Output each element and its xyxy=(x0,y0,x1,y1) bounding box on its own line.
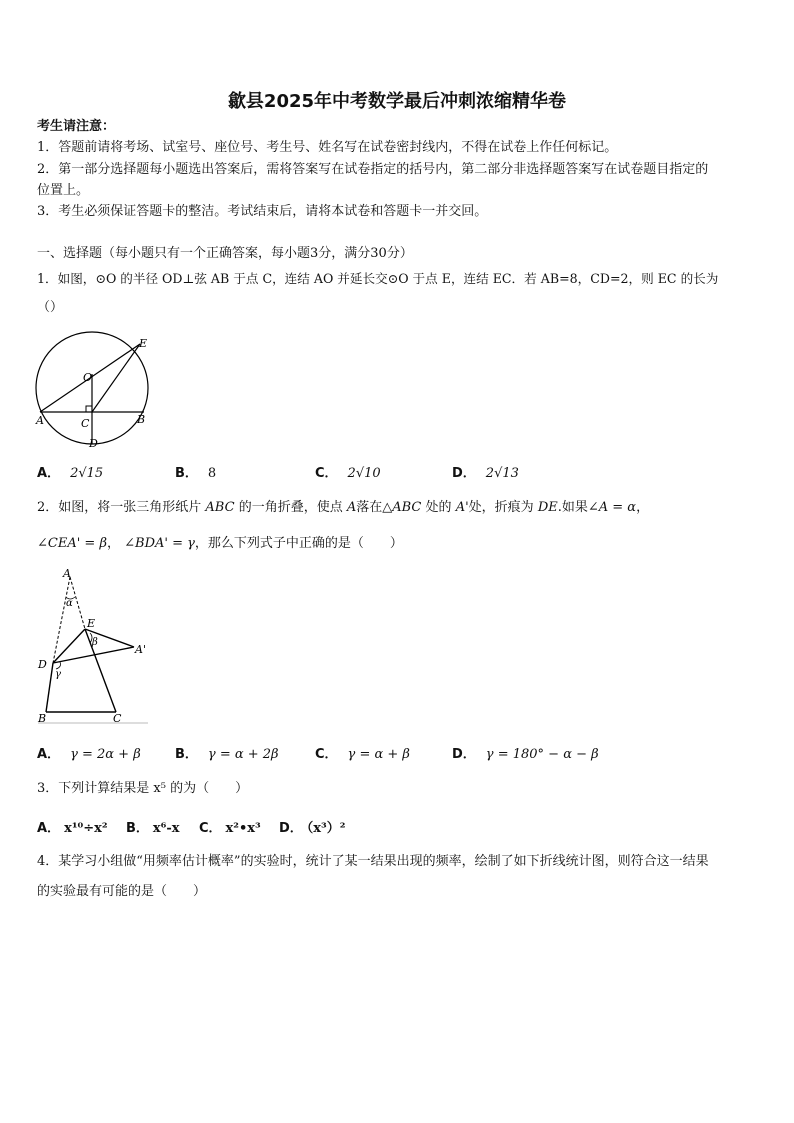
label-b: B xyxy=(137,413,146,426)
text-seg: 处，折痕为 xyxy=(468,500,534,515)
label-a: A xyxy=(63,567,71,580)
notice-item-2: 2．第一部分选择题每小题选出答案后，需将答案写在试卷指定的括号内，第二部分非选择题答案写在试卷题目指定的 xyxy=(37,162,709,177)
option-label: C． xyxy=(315,466,338,481)
gamma-arc xyxy=(56,662,61,669)
label-e: E xyxy=(87,617,96,630)
label-c: C xyxy=(113,712,122,725)
option-text: x¹⁰÷x² xyxy=(64,821,108,836)
option-label: D． xyxy=(279,821,303,836)
math-seg: DE xyxy=(537,500,558,515)
math-seg: ABC xyxy=(205,500,235,515)
option-text: γ = 180° − α − β xyxy=(485,747,599,762)
option-text: （x³）² xyxy=(306,821,346,836)
q2-stem-line2 xyxy=(37,536,403,552)
option-text: x²•x³ xyxy=(225,821,261,836)
notice-item-2-cont: 位置上。 xyxy=(37,183,90,198)
option-text: x⁶-x xyxy=(152,821,180,836)
section-heading: 一、选择题（每小题只有一个正确答案，每小题3分，满分30分） xyxy=(37,246,413,261)
option-label: A． xyxy=(37,466,61,481)
q4-stem-line1: 4．某学习小组做“用频率估计概率”的实验时，统计了某一结果出现的频率，绘制了如下折线统计图，则符合这一结果 xyxy=(37,854,709,869)
option-text: 2√13 xyxy=(485,466,519,481)
math-seg: ABC xyxy=(392,500,422,515)
option-text: 2√15 xyxy=(70,466,104,481)
q3-option-c[interactable] xyxy=(199,817,261,836)
label-o: O xyxy=(83,371,93,384)
label-beta: β xyxy=(92,637,98,648)
option-text: 8 xyxy=(207,466,217,481)
label-e: E xyxy=(139,337,148,350)
text-seg: 2．如图，将一张三角形纸片 xyxy=(37,500,202,515)
q1-option-a[interactable] xyxy=(37,462,103,481)
q2-stem-line1 xyxy=(37,500,649,516)
exam-title: 歙县2025年中考数学最后冲刺浓缩精华卷 xyxy=(227,91,567,112)
q4-stem-line2: 的实验最有可能的是（ ） xyxy=(37,884,207,899)
math-seg: A xyxy=(346,500,357,515)
label-c: C xyxy=(81,417,90,430)
option-text: 2√10 xyxy=(347,466,381,481)
side-ce xyxy=(85,629,116,712)
option-label: C． xyxy=(199,821,222,836)
option-label: A． xyxy=(37,821,61,836)
option-text: γ = α + β xyxy=(347,747,410,762)
q3-option-d[interactable] xyxy=(279,817,345,836)
text-seg: 落在△ xyxy=(356,500,393,515)
right-angle-mark xyxy=(86,406,92,412)
q2-option-c[interactable] xyxy=(315,743,410,762)
label-a: A xyxy=(36,414,44,427)
label-d: D xyxy=(89,437,98,450)
q1-option-c[interactable] xyxy=(315,462,381,481)
q1-circle-figure xyxy=(30,330,160,455)
q2-option-d[interactable] xyxy=(452,743,599,762)
q1-stem-blank: （） xyxy=(37,300,64,315)
label-b: B xyxy=(38,712,47,725)
option-label: D． xyxy=(452,466,476,481)
option-text: γ = 2α + β xyxy=(70,747,141,762)
text-seg: ， xyxy=(106,536,120,551)
text-seg: ， xyxy=(636,500,650,515)
q3-stem: 3．下列计算结果是 x⁵ 的为（ ） xyxy=(37,781,249,796)
label-d: D xyxy=(38,658,47,671)
notice-item-1: 1．答题前请将考场、试室号、座位号、考生号、姓名写在试卷密封线内，不得在试卷上作任何标记。 xyxy=(37,140,618,155)
label-alpha: α xyxy=(66,598,73,609)
q1-option-b[interactable] xyxy=(175,462,216,481)
segment-ec xyxy=(92,344,140,412)
notice-heading: 考生请注意： xyxy=(37,119,116,134)
option-label: B． xyxy=(175,747,198,762)
option-label: B． xyxy=(175,466,198,481)
q1-stem: 1．如图，⊙O 的半径 OD⊥弦 AB 于点 C，连结 AO 并延长交⊙O 于点 E，连结 EC．若 AB=8，CD=2，则 EC 的长为 xyxy=(37,271,719,286)
notice-item-3: 3．考生必须保证答题卡的整洁。考试结束后，请将本试卷和答题卡一并交回。 xyxy=(37,204,488,219)
label-a-prime: A' xyxy=(135,643,146,656)
q1-option-d[interactable] xyxy=(452,462,519,481)
fold-dash-ad xyxy=(53,577,70,663)
q2-option-a[interactable] xyxy=(37,743,141,762)
q2-option-b[interactable] xyxy=(175,743,279,762)
math-seg: ∠BDA' = γ xyxy=(124,536,195,551)
text-seg: 处的 xyxy=(425,500,452,515)
math-seg: A' xyxy=(455,500,469,515)
option-label: C． xyxy=(315,747,338,762)
q3-option-a[interactable] xyxy=(37,817,108,836)
text-seg: ，那么下列式子中正确的是（ ） xyxy=(194,536,403,551)
option-label: B． xyxy=(126,821,149,836)
math-seg: A = α xyxy=(598,500,637,515)
text-seg: .如果∠ xyxy=(557,500,599,515)
q2-triangle-figure xyxy=(30,565,155,730)
math-seg: ∠CEA' = β xyxy=(37,536,107,551)
option-label: A． xyxy=(37,747,61,762)
text-seg: 的一角折叠，使点 xyxy=(238,500,343,515)
option-text: γ = α + 2β xyxy=(207,747,279,762)
option-label: D． xyxy=(452,747,476,762)
label-gamma: γ xyxy=(55,669,61,680)
side-db xyxy=(46,663,53,712)
q3-option-b[interactable] xyxy=(126,817,180,836)
